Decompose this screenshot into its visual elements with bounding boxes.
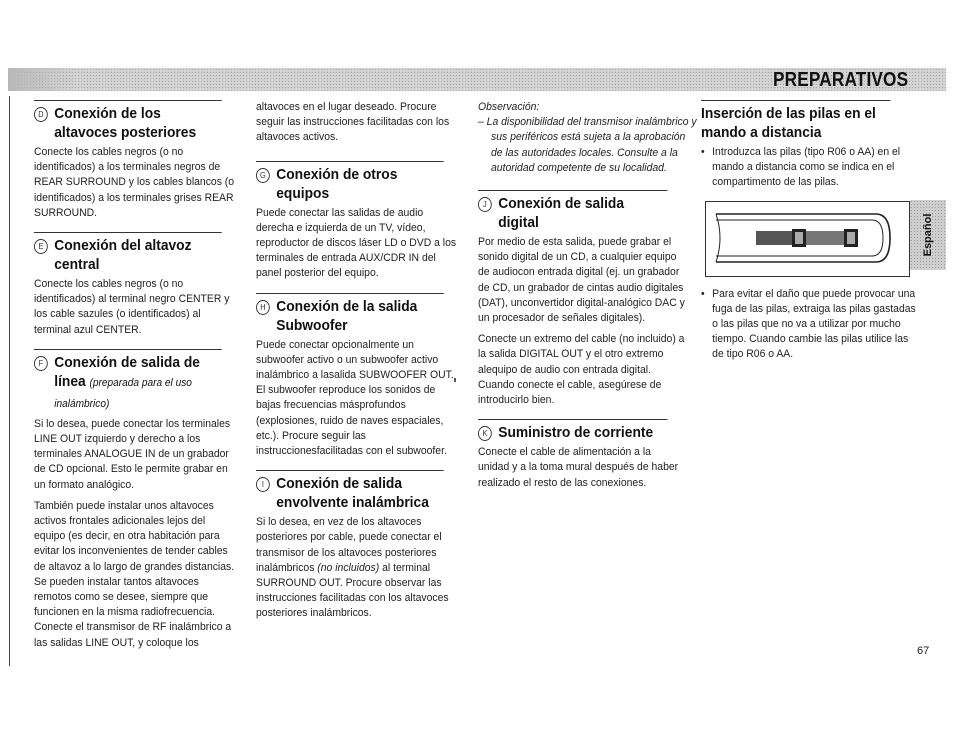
left-margin-rule xyxy=(9,96,10,666)
section-rear-speakers xyxy=(34,100,238,221)
section-title: Conexión de la salida Subwoofer xyxy=(276,297,418,334)
section-title: Conexión de otros equipos xyxy=(276,165,398,202)
section-digital-out xyxy=(478,190,684,408)
section-letter-badge: I xyxy=(256,477,270,492)
remote-control-illustration xyxy=(705,201,910,277)
observation-title: Observación: xyxy=(478,101,540,113)
bullet-list xyxy=(701,287,916,363)
section-title: Inserción de las pilas en el mando a distancia xyxy=(701,105,876,141)
section-text: Conecte un extremo del cable (no incluido) a la salida DIGITAL OUT y el otro extremo alequipo de audio con entrada digital. Cuando conecte el cable, asegúrese de introducirlo bien. xyxy=(478,333,685,407)
section-title-note: (preparada para el uso inalámbrico) xyxy=(54,376,192,410)
section-title: Suministro de corriente xyxy=(498,424,654,442)
section-text: También puede instalar unos altavoces activos frontales adicionales lejos del equipo (es decir, en otra habitación para evitar los inconvenientes de tender cables de altavoz a lo largo de grandes distancias. Se pueden instalar tantos altavoces remotos como se desee, siempre que funcionen en la misma radiofrecuencia. Conecte el transmisor de RF inalámbrico a las salidas LINE OUT, y coloque los xyxy=(34,499,235,649)
page-number: 67 xyxy=(917,645,930,657)
section-heading xyxy=(256,470,444,512)
column-3 xyxy=(478,100,697,502)
bullet-item: • Introduzca las pilas (tipo R06 o AA) en el mando a distancia como se indica en el compartimento de las pilas. xyxy=(701,145,919,191)
header-band-fade xyxy=(8,68,78,91)
section-text: Puede conectar las salidas de audio derecha e izquierda de un TV, vídeo, reproductor de discos láser LD o DVD a los terminales de entrada AUX/CDR IN del panel posterior del equipo. xyxy=(256,206,457,280)
section-title: Conexión de salida digital xyxy=(498,195,625,232)
section-heading xyxy=(478,190,668,232)
remote-control-battery-icon xyxy=(706,202,909,276)
section-line-out-continued xyxy=(256,100,460,146)
section-letter-badge: K xyxy=(478,426,492,441)
section-heading xyxy=(34,232,222,274)
section-center-speaker xyxy=(34,232,238,338)
section-heading xyxy=(34,349,222,414)
section-text: altavoces en el lugar deseado. Procure seguir las instrucciones facilitadas con los altavoces activos. xyxy=(256,101,450,144)
section-title: Conexión del altavoz central xyxy=(54,237,192,274)
section-letter-badge: F xyxy=(34,356,48,371)
column-1 xyxy=(34,100,238,662)
language-tab xyxy=(910,200,946,270)
section-line-out xyxy=(34,349,238,651)
section-heading xyxy=(256,161,444,203)
column-4 xyxy=(701,100,916,374)
page-title: PREPARATIVOS xyxy=(772,69,908,91)
section-title: Conexión de salida de línea xyxy=(54,353,200,390)
language-tab-label: Español xyxy=(922,213,934,257)
text-run: al terminal SURROUND OUT. Procure observar las instrucciones facilitadas con los altavoces posteriores inalámbricos. xyxy=(256,561,449,620)
section-remote-batteries xyxy=(701,100,916,363)
observation-text: – La disponibilidad del transmisor inalámbrico y sus periféricos está sujeta a la aprobación de las autoridades locales. Consulte a la autoridad competente de su localidad. xyxy=(478,116,697,174)
text-run: Si lo desea, en vez de los altavoces posteriores por cable, puede conectar el transmisor de los altavoces posteriores inalámbricos xyxy=(256,516,442,574)
section-text: Puede conectar opcionalmente un subwoofer activo o un subwoofer activo inalámbrico a lasalida SUBWOOFER OUT. El subwoofer reproduce los sonidos de bajas frecuencias másprofundos (explosiones, ruido de naves espaciales, etc.). Procure seguir las instruccionesfacilitadas con el subwoofer. xyxy=(256,338,454,458)
section-heading xyxy=(256,293,444,335)
column-2 xyxy=(256,100,460,633)
bullet-item: • Para evitar el daño que puede provocar una fuga de las pilas, extraiga las pilas gastadas o las pilas que no va a utilizar por mucho tiempo. Cuando cambie las pilas utilice las de tipo R06 o AA. xyxy=(701,287,919,363)
section-text xyxy=(256,515,461,621)
section-text: Conecte los cables negros (o no identificados) a los terminales negros de REAR SURROUND y los cables blancos (o identificados) a los terminales grises REAR SURROUND. xyxy=(34,146,235,219)
section-title: Conexión de salida envolvente inalámbrica xyxy=(276,475,429,512)
section-subwoofer xyxy=(256,293,460,460)
section-text: Por medio de esta salida, puede grabar el sonido digital de un CD, a cualquier equipo de audiocon entrada digital (ej. un grabador de CD, un grabador de cintas audio digitales (DAT), unconvertidor digital-analógico DAC y un procesador de señales digitales). xyxy=(478,236,685,325)
section-letter-badge: J xyxy=(478,197,492,212)
section-heading xyxy=(34,100,222,142)
section-title: Conexión de los altavoces posteriores xyxy=(54,105,197,141)
section-text: Conecte el cable de alimentación a la unidad y a la toma mural después de haber realizado el resto de las conexiones. xyxy=(478,446,679,489)
section-letter-badge: D xyxy=(34,107,48,122)
text-run-italic: (no incluidos) xyxy=(317,561,380,574)
section-heading xyxy=(701,100,891,142)
section-wireless-surround xyxy=(256,470,460,621)
section-heading xyxy=(478,419,668,442)
section-letter-badge: H xyxy=(256,300,270,315)
observation-note xyxy=(478,100,697,176)
section-other-equipment xyxy=(256,161,460,282)
section-text: Si lo desea, puede conectar los terminales LINE OUT izquierdo y derecho a los terminales ANALOGUE IN de un grabador de CD opcional. Esto le permite grabar en un formato analógico. xyxy=(34,417,231,491)
section-text: Conecte los cables negros (o no identificados) al terminal negro CENTER y los cable sazules (o identificados) al terminal azul CENTER. xyxy=(34,278,230,336)
section-letter-badge: G xyxy=(256,168,270,183)
section-letter-badge: E xyxy=(34,239,48,254)
section-power-supply xyxy=(478,419,684,491)
bullet-list xyxy=(701,145,907,191)
